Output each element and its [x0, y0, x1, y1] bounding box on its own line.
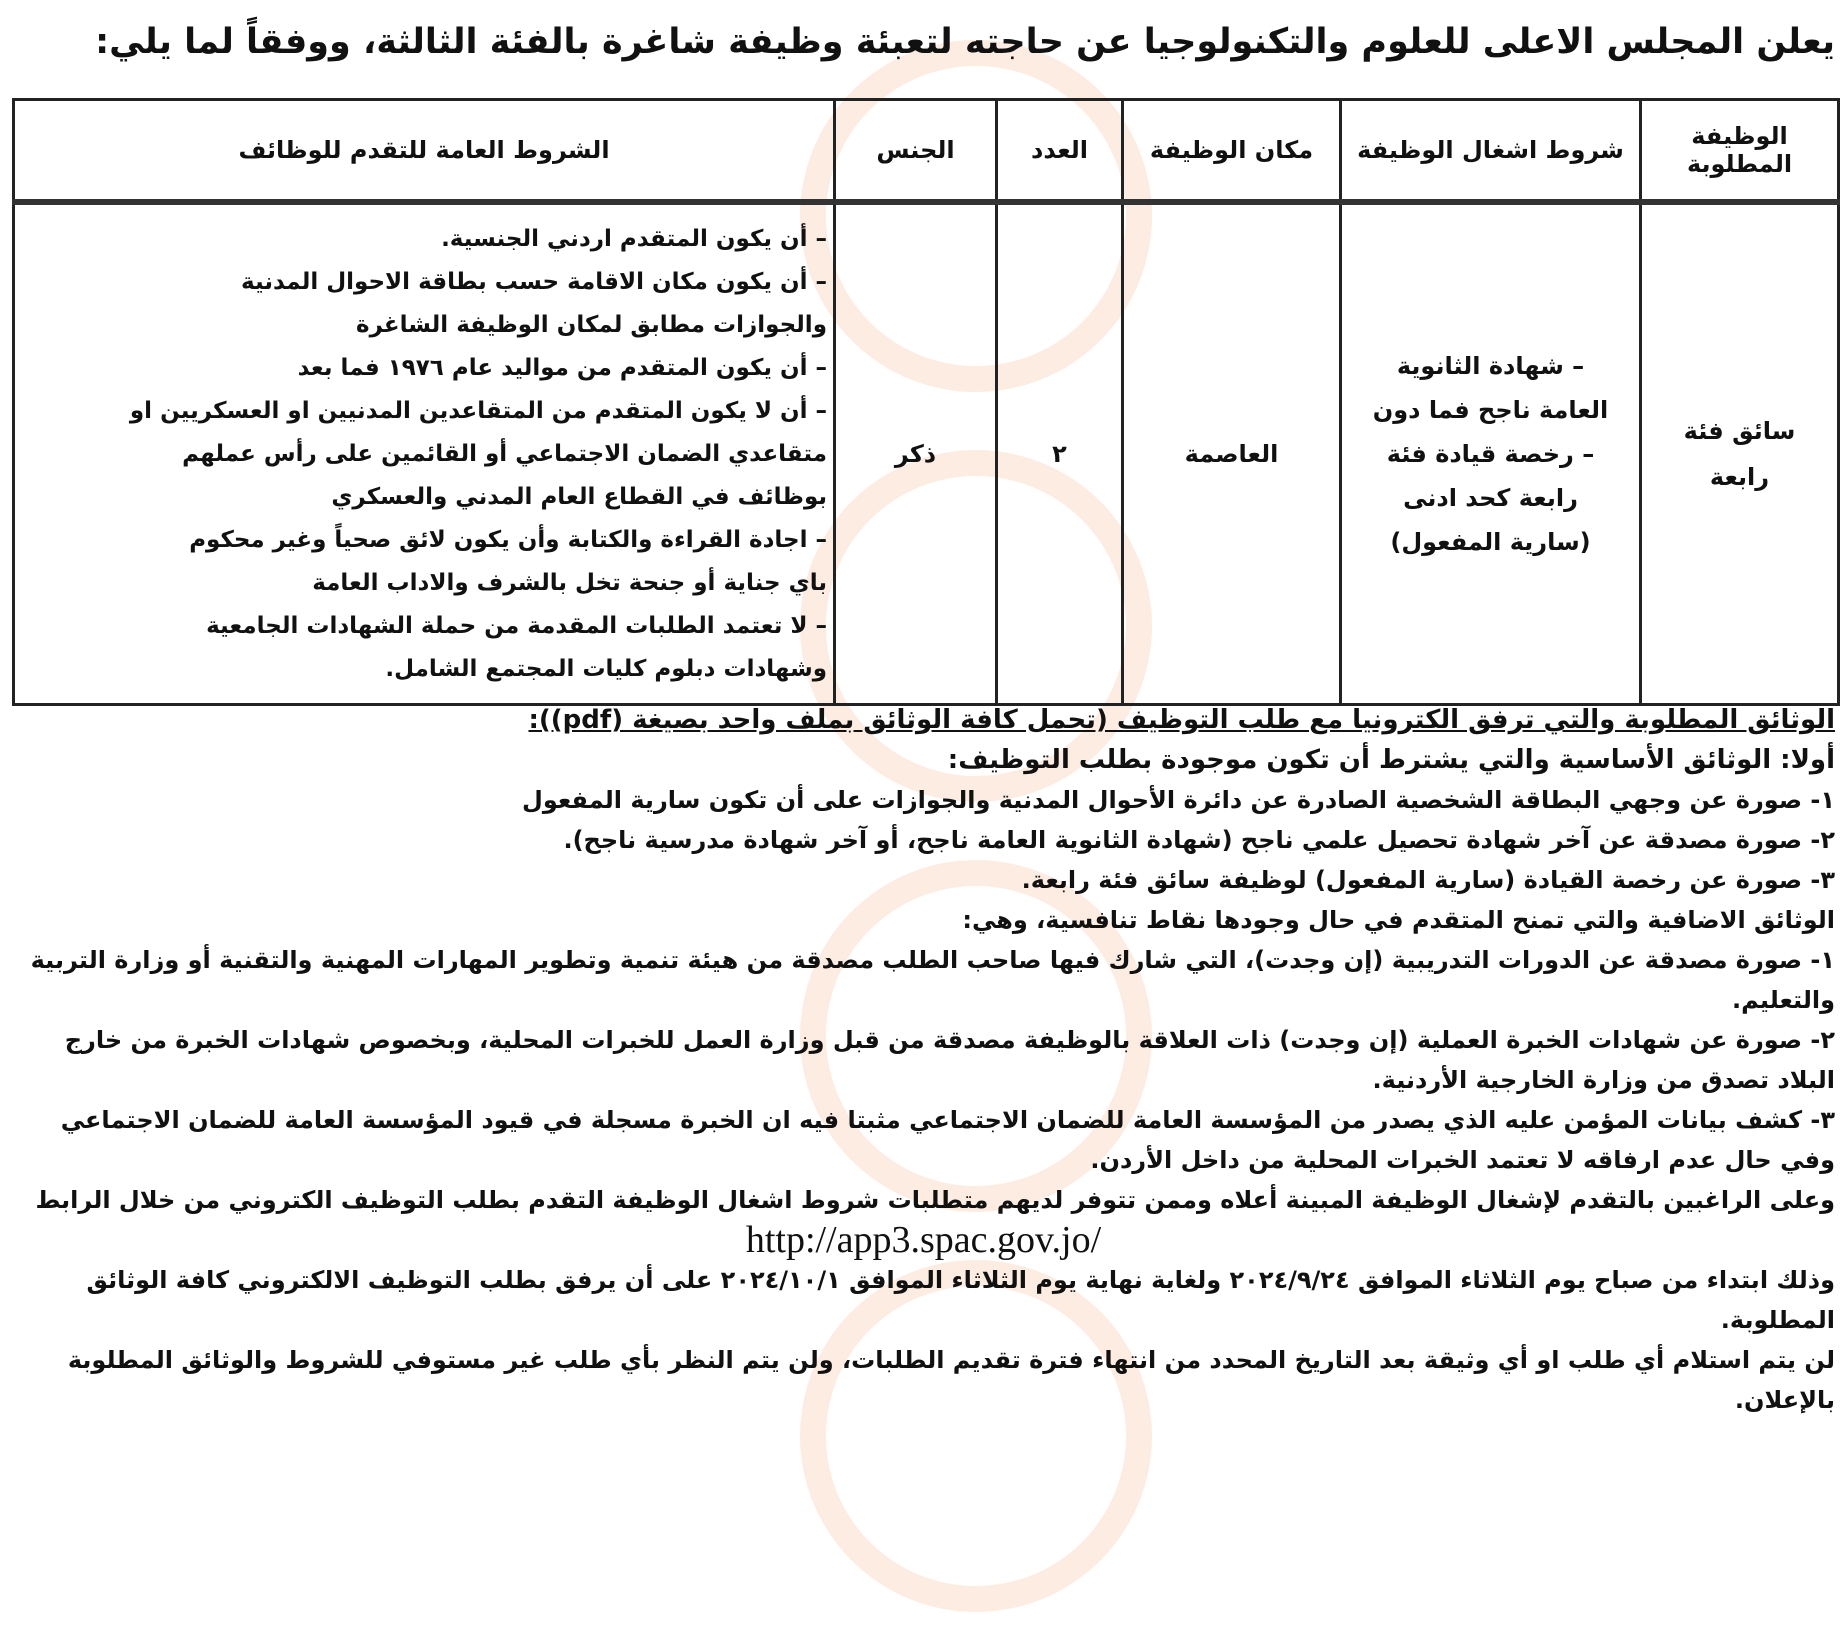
requirement-line: (سارية المفعول)	[1390, 528, 1591, 556]
header-general-conditions: الشروط العامة للتقدم للوظائف	[14, 100, 835, 203]
documents-heading: الوثائق المطلوبة والتي ترفق الكترونيا مع طلب التوظيف (تحمل كافة الوثائق بملف واحد بصيغة (pdf)):	[528, 705, 1835, 735]
condition-line: – أن لا يكون المتقدم من المتقاعدين المدنيين او العسكريين او	[129, 397, 827, 424]
header-count: العدد	[997, 100, 1123, 203]
condition-line: – أن يكون مكان الاقامة حسب بطاقة الاحوال المدنية	[241, 268, 827, 295]
requirement-line: العامة ناجح فما دون	[1372, 396, 1609, 424]
basic-document-item: ٣- صورة عن رخصة القيادة (سارية المفعول) لوظيفة سائق فئة رابعة.	[1021, 866, 1835, 894]
condition-line: – لا تعتمد الطلبات المقدمة من حملة الشهادات الجامعية	[206, 612, 827, 639]
requirement-line: – شهادة الثانوية	[1396, 352, 1585, 380]
header-location: مكان الوظيفة	[1123, 100, 1341, 203]
job-table	[12, 98, 1840, 706]
table-header-row	[14, 100, 1839, 203]
basic-documents-heading: أولا: الوثائق الأساسية والتي يشترط أن تكون موجودة بطلب التوظيف:	[947, 745, 1835, 775]
header-job: الوظيفة المطلوبة	[1641, 100, 1839, 203]
requirement-line: – رخصة قيادة فئة	[1386, 440, 1595, 468]
apply-instructions: وعلى الراغبين بالتقدم لإشغال الوظيفة المبينة أعلاه وممن تتوفر لديهم متطلبات شروط اشغال الوظيفة التقدم بطلب التوظيف الكتروني من خلال الرابط	[35, 1186, 1835, 1214]
requirements-cell	[1341, 202, 1641, 705]
general-conditions-cell	[14, 202, 835, 705]
documents-section	[12, 700, 1835, 1420]
extra-document-item: ٢- صورة عن شهادات الخبرة العملية (إن وجدت) ذات العلاقة بالوظيفة مصدقة من قبل وزارة العمل للخبرات المحلية، وبخصوص شهادات الخبرة من خارج البلاد تصدق من وزارة الخارجية الأردنية.	[64, 1026, 1835, 1094]
application-dates: وذلك ابتداء من صباح يوم الثلاثاء الموافق ٢٠٢٤/٩/٢٤ ولغاية نهاية يوم الثلاثاء الموافق ٢٠٢٤/١٠/١ على أن يرفق بطلب التوظيف الالكتروني كافة الوثائق المطلوبة.	[86, 1266, 1835, 1334]
condition-line: – أن يكون المتقدم من مواليد عام ١٩٧٦ فما بعد	[297, 354, 827, 381]
condition-line: – أن يكون المتقدم اردني الجنسية.	[441, 225, 827, 252]
header-gender: الجنس	[835, 100, 997, 203]
condition-line: بوظائف في القطاع العام المدني والعسكري	[331, 483, 827, 510]
condition-line: وشهادات دبلوم كليات المجتمع الشامل.	[385, 655, 827, 682]
condition-line: متقاعدي الضمان الاجتماعي أو القائمين على رأس عملهم	[182, 440, 827, 467]
extra-document-item: ٣- كشف بيانات المؤمن عليه الذي يصدر من المؤسسة العامة للضمان الاجتماعي مثبتا فيه ان الخبرة مسجلة في قيود المؤسسة العامة للضمان الاجتماعي وفي حال عدم ارفاقه لا تعتمد الخبرات المحلية من داخل الأردن.	[60, 1106, 1835, 1174]
basic-document-item: ٢- صورة مصدقة عن آخر شهادة تحصيل علمي ناجح (شهادة الثانوية العامة ناجح، أو آخر شهادة مدرسية ناجح).	[563, 826, 1835, 854]
condition-line: باي جناية أو جنحة تخل بالشرف والاداب العامة	[312, 569, 827, 596]
condition-line: والجوازات مطابق لمكان الوظيفة الشاغرة	[356, 311, 827, 338]
basic-document-item: ١- صورة عن وجهي البطاقة الشخصية الصادرة عن دائرة الأحوال المدنية والجوازات على أن تكون سارية المفعول	[522, 786, 1835, 814]
closing-note: لن يتم استلام أي طلب او أي وثيقة بعد التاريخ المحدد من انتهاء فترة تقديم الطلبات، ولن يتم النظر بأي طلب غير مستوفي للشروط والوثائق المطلوبة بالإعلان.	[67, 1346, 1835, 1414]
job-cell: سائق فئة رابعة	[1641, 202, 1839, 705]
requirement-line: رابعة كحد ادنى	[1403, 484, 1578, 512]
location-cell: العاصمة	[1123, 202, 1341, 705]
gender-cell: ذكر	[835, 202, 997, 705]
extra-document-item: ١- صورة مصدقة عن الدورات التدريبية (إن وجدت)، التي شارك فيها صاحب الطلب مصدقة من هيئة تنمية وتطوير المهارات المهنية والتقنية أو وزارة التربية والتعليم.	[30, 946, 1835, 1014]
table-row	[14, 202, 1839, 705]
announcement-title: يعلن المجلس الاعلى للعلوم والتكنولوجيا عن حاجته لتعبئة وظيفة شاغرة بالفئة الثالثة، ووفقاً لما يلي:	[95, 22, 1835, 62]
header-requirements: شروط اشغال الوظيفة	[1341, 100, 1641, 203]
condition-line: – اجادة القراءة والكتابة وأن يكون لائق صحياً وغير محكوم	[189, 526, 827, 553]
extra-documents-heading: الوثائق الاضافية والتي تمنح المتقدم في حال وجودها نقاط تنافسية، وهي:	[962, 906, 1835, 934]
count-cell: ٢	[997, 202, 1123, 705]
application-link[interactable]: http://app3.spac.gov.jo/	[745, 1219, 1102, 1261]
